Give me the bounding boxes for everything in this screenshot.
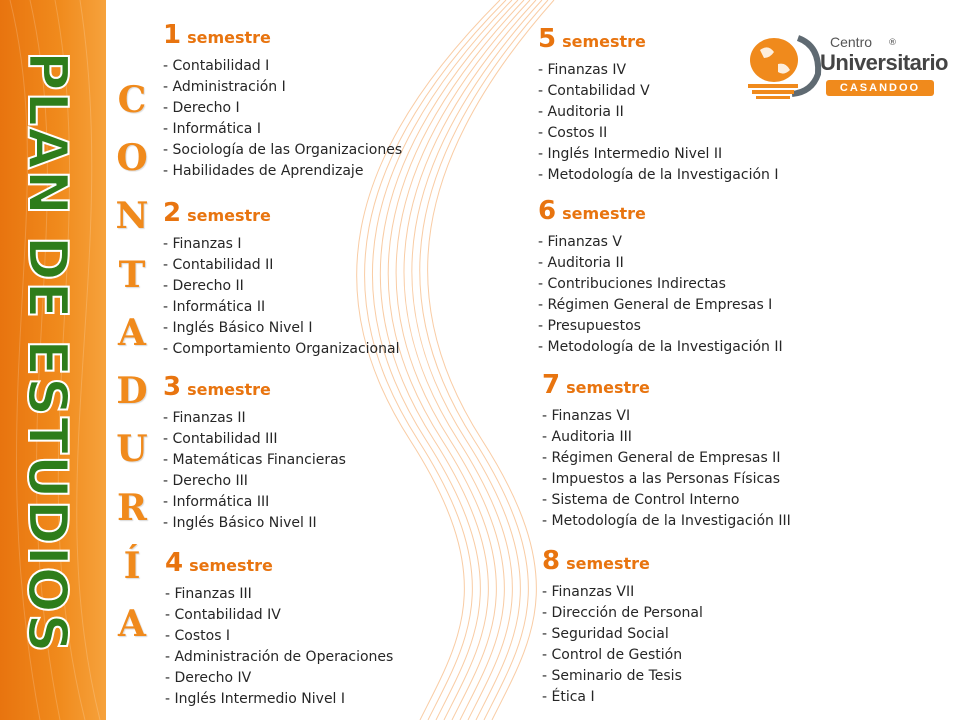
course-item: - Inglés Intermedio Nivel I: [165, 691, 346, 707]
course-item: - Contabilidad I: [163, 58, 270, 74]
course-item: - Control de Gestión: [542, 647, 683, 663]
semester-label: semestre: [566, 554, 650, 573]
semester-number: 2: [163, 198, 182, 228]
course-item: - Régimen General de Empresas I: [538, 297, 773, 313]
course-item: - Contribuciones Indirectas: [538, 276, 726, 292]
registered-mark: ®: [888, 38, 897, 48]
course-item: - Auditoria II: [538, 104, 624, 120]
course-item: - Finanzas II: [163, 410, 246, 426]
course-item: - Derecho III: [163, 473, 248, 489]
course-item: - Presupuestos: [538, 318, 641, 334]
semester-label: semestre: [187, 28, 271, 47]
career-letter: Í: [123, 544, 141, 587]
course-item: - Sistema de Control Interno: [542, 492, 740, 508]
semester-number: 5: [538, 24, 557, 54]
semester-heading: [163, 374, 346, 400]
course-item: - Contabilidad IV: [165, 607, 281, 623]
career-letter: O: [116, 137, 148, 180]
semester-block: [163, 200, 399, 360]
sidebar-banner: [0, 0, 106, 720]
semester-heading: [538, 198, 783, 224]
course-item: - Contabilidad V: [538, 83, 650, 99]
semester-block: [163, 22, 402, 182]
course-item: - Seminario de Tesis: [542, 668, 682, 684]
course-item: - Administración I: [163, 79, 286, 95]
course-item: - Finanzas VI: [542, 408, 631, 424]
course-item: - Costos II: [538, 125, 608, 141]
course-item: - Informática III: [163, 494, 270, 510]
semester-label: semestre: [566, 378, 650, 397]
course-item: - Dirección de Personal: [542, 605, 703, 621]
course-item: - Finanzas I: [163, 236, 242, 252]
career-letter: A: [118, 602, 146, 645]
career-letter: U: [116, 428, 148, 471]
course-item: - Finanzas III: [165, 586, 252, 602]
course-item: - Sociología de las Organizaciones: [163, 142, 403, 158]
course-item: - Informática II: [163, 299, 266, 315]
semester-number: 1: [163, 20, 182, 50]
career-letter: N: [115, 195, 149, 238]
semester-heading: [542, 372, 791, 398]
course-item: - Informática I: [163, 121, 261, 137]
course-item: - Metodología de la Investigación I: [538, 167, 779, 183]
course-item: - Inglés Básico Nivel II: [163, 515, 317, 531]
course-item: - Habilidades de Aprendizaje: [163, 163, 364, 179]
course-item: - Contabilidad III: [163, 431, 278, 447]
course-item: - Seguridad Social: [542, 626, 669, 642]
logo-badge: CASANDOO: [826, 80, 934, 96]
semester-heading: [165, 550, 393, 576]
course-item: - Inglés Intermedio Nivel II: [538, 146, 723, 162]
semester-number: 4: [165, 548, 184, 578]
course-item: - Metodología de la Investigación III: [542, 513, 791, 529]
logo-text-universitario: Universitario: [820, 50, 948, 75]
course-item: - Costos I: [165, 628, 231, 644]
course-item: - Derecho II: [163, 278, 244, 294]
semester-heading: [163, 200, 399, 226]
semester-block: [538, 26, 778, 186]
semester-number: 8: [542, 546, 561, 576]
semester-label: semestre: [562, 204, 646, 223]
course-item: - Finanzas IV: [538, 62, 627, 78]
semester-label: semestre: [187, 380, 271, 399]
semester-number: 6: [538, 196, 557, 226]
course-item: - Ética I: [542, 689, 595, 705]
semester-block: [165, 550, 393, 710]
logo-text-centro: Centro: [830, 34, 873, 50]
plan-title-container: [16, 50, 86, 654]
semester-label: semestre: [187, 206, 271, 225]
course-item: - Auditoria III: [542, 429, 632, 445]
course-item: - Auditoria II: [538, 255, 624, 271]
plan-title: PLAN DE ESTUDIOS: [16, 50, 79, 654]
career-letter: R: [117, 486, 147, 529]
course-item: - Contabilidad II: [163, 257, 274, 273]
course-item: - Régimen General de Empresas II: [542, 450, 781, 466]
semester-label: semestre: [562, 32, 646, 51]
course-item: - Derecho I: [163, 100, 240, 116]
career-letter: C: [117, 79, 147, 121]
career-letter: T: [118, 253, 146, 296]
semester-block: [542, 372, 791, 532]
career-letter: D: [116, 370, 148, 413]
semester-number: 3: [163, 372, 182, 402]
career-letter: A: [118, 311, 146, 354]
semester-number: 7: [542, 370, 561, 400]
semester-heading: [542, 548, 703, 574]
semester-block: [163, 374, 346, 534]
course-item: - Matemáticas Financieras: [163, 452, 346, 468]
course-item: - Metodología de la Investigación II: [538, 339, 783, 355]
semester-label: semestre: [189, 556, 273, 575]
semester-heading: [538, 26, 778, 52]
course-item: - Administración de Operaciones: [165, 649, 394, 665]
course-item: - Derecho IV: [165, 670, 252, 686]
course-item: - Finanzas VII: [542, 584, 635, 600]
course-item: - Impuestos a las Personas Físicas: [542, 471, 781, 487]
semester-heading: [163, 22, 402, 48]
semester-block: [542, 548, 703, 708]
course-item: - Inglés Básico Nivel I: [163, 320, 313, 336]
course-item: - Finanzas V: [538, 234, 622, 250]
career-name: [112, 79, 152, 645]
course-item: - Comportamiento Organizacional: [163, 341, 400, 357]
semester-block: [538, 198, 783, 358]
